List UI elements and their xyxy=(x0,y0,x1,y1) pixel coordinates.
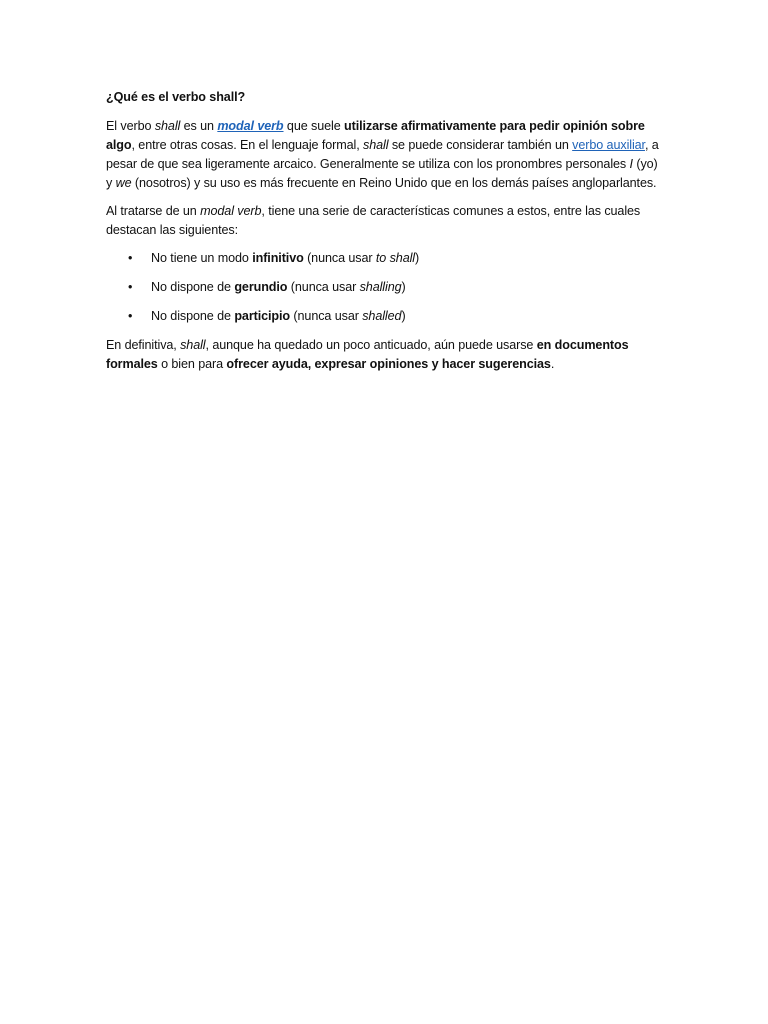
text: (nunca usar xyxy=(290,309,363,323)
bold-term: participio xyxy=(234,309,291,323)
italic-term: shall xyxy=(154,119,181,133)
text: No dispone de xyxy=(151,309,235,323)
text: (nunca usar xyxy=(287,280,360,294)
italic-term: shalled xyxy=(362,309,402,323)
italic-term: to shall xyxy=(375,251,415,265)
text: No dispone de xyxy=(151,280,235,294)
text: o bien para xyxy=(157,357,227,371)
paragraph-conclusion xyxy=(106,336,666,374)
italic-term: modal verb xyxy=(200,204,262,218)
italic-term: shall xyxy=(180,338,206,352)
italic-term: shall xyxy=(363,138,389,152)
italic-term: shalling xyxy=(359,280,402,294)
document-page xyxy=(106,88,666,383)
text: es un xyxy=(180,119,218,133)
bold-term: infinitivo xyxy=(252,251,304,265)
characteristics-list xyxy=(106,249,666,326)
text: ) xyxy=(401,309,406,323)
text: ) xyxy=(401,280,406,294)
text: No tiene un modo xyxy=(151,251,253,265)
list-item xyxy=(106,307,666,326)
italic-term: I xyxy=(629,157,633,171)
italic-term: we xyxy=(115,176,132,190)
bullet-icon: • xyxy=(128,251,133,265)
bold-term: gerundio xyxy=(234,280,288,294)
bold-phrase: ofrecer ayuda, expresar opiniones y hacer sugerencias xyxy=(226,357,551,371)
modal-verb-link[interactable]: modal verb xyxy=(217,119,284,133)
bullet-icon: • xyxy=(128,280,133,294)
verbo-auxiliar-link[interactable]: verbo auxiliar xyxy=(572,138,645,152)
text: que suele xyxy=(283,119,345,133)
bullet-icon: • xyxy=(128,309,133,323)
text: , tiene una serie de características comunes a estos, entre las cuales destacan las siguientes: xyxy=(106,204,641,237)
page-title: ¿Qué es el verbo shall? xyxy=(106,90,246,104)
bold-phrase: utilizarse afirmativamente para pedir opinión sobre algo xyxy=(106,119,645,152)
text: ) xyxy=(415,251,420,265)
text: , a pesar de que sea ligeramente arcaico. Generalmente se utiliza con los pronombres personales xyxy=(106,138,659,171)
text: . xyxy=(550,357,555,371)
text: Al tratarse de un xyxy=(106,204,201,218)
text: (nunca usar xyxy=(303,251,376,265)
text: El verbo xyxy=(106,119,155,133)
bold-phrase: en documentos formales xyxy=(106,338,629,371)
list-item xyxy=(106,278,666,297)
list-item xyxy=(106,249,666,268)
text: , aunque ha quedado un poco anticuado, aún puede usarse xyxy=(205,338,537,352)
text: (yo) y xyxy=(106,157,658,190)
text: , entre otras cosas. En el lenguaje formal, xyxy=(131,138,364,152)
paragraph-characteristics xyxy=(106,202,666,240)
text: (nosotros) y su uso es más frecuente en Reino Unido que en los demás países angloparlantes. xyxy=(131,176,657,190)
text: En definitiva, xyxy=(106,338,181,352)
text: se puede considerar también un xyxy=(388,138,573,152)
paragraph-definition xyxy=(106,117,666,193)
